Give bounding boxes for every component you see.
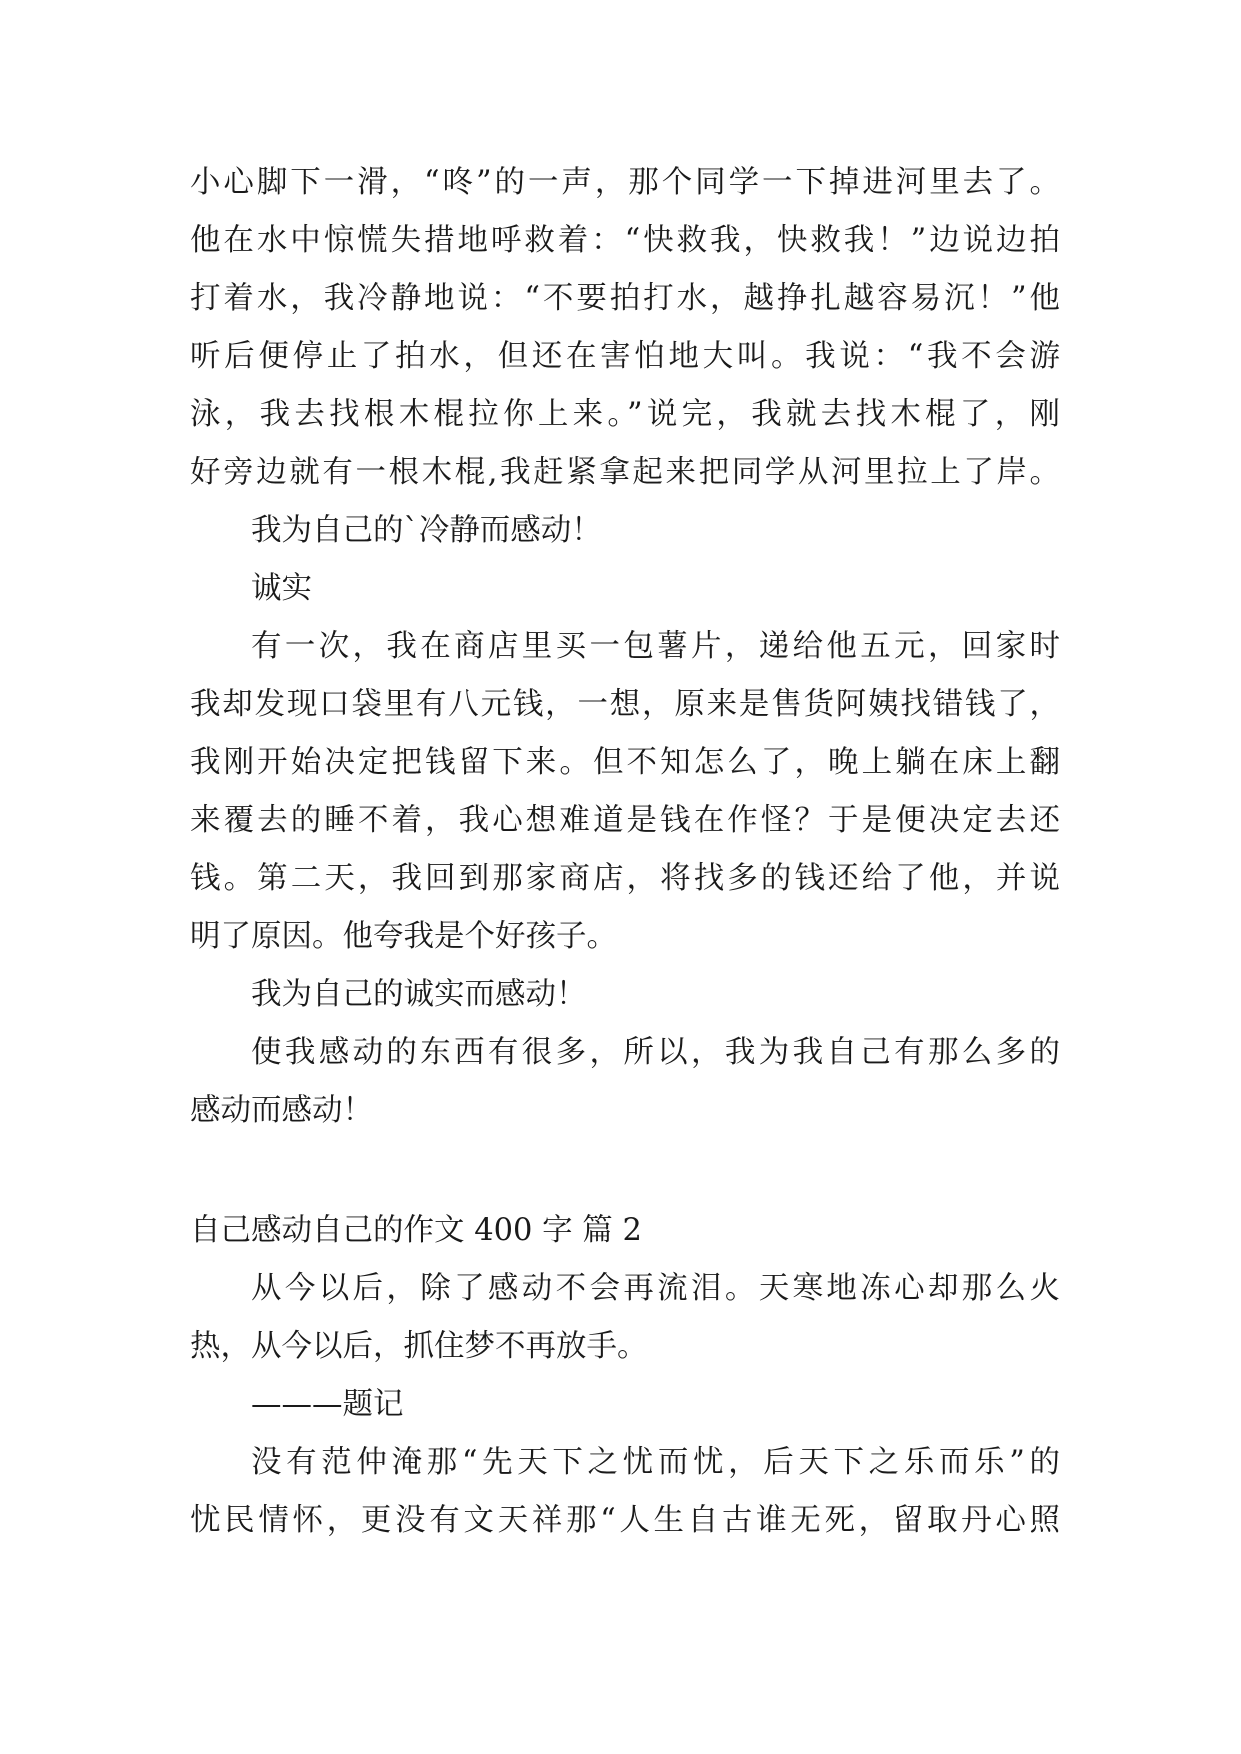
text-line: 听后便停止了拍水，但还在害怕地大叫。我说：“我不会游 — [190, 339, 1060, 374]
text-line: 忧民情怀，更没有文天祥那“人生自古谁无死，留取丹心照 — [190, 1503, 1060, 1538]
text-line: 好旁边就有一根木棍,我赶紧拿起来把同学从河里拉上了岸。 — [190, 455, 1060, 490]
essay-body — [190, 154, 1060, 1550]
text-line: 钱。第二天，我回到那家商店，将找多的钱还给了他，并说 — [190, 861, 1060, 896]
text-line: 明了原因。他夸我是个好孩子。 — [190, 919, 617, 954]
text-line: 我却发现口袋里有八元钱，一想，原来是售货阿姨找错钱了， — [190, 687, 1060, 722]
text-line: 热，从今以后，抓住梦不再放手。 — [190, 1329, 648, 1364]
honesty-conclusion: 我为自己的诚实而感动！ — [251, 977, 587, 1012]
text-line: 我刚开始决定把钱留下来。但不知怎么了，晚上躺在床上翻 — [190, 745, 1060, 780]
text-line: 泳，我去找根木棍拉你上来。”说完，我就去找木棍了，刚 — [190, 397, 1060, 432]
calm-conclusion: 我为自己的`冷静而感动！ — [251, 513, 602, 548]
text-line: 从今以后，除了感动不会再流泪。天寒地冻心却那么火 — [251, 1271, 1060, 1306]
subheading-honesty: 诚实 — [251, 571, 312, 606]
text-line: 感动而感动！ — [190, 1093, 373, 1128]
inscription: ———题记 — [251, 1387, 404, 1422]
text-line: 有一次，我在商店里买一包薯片，递给他五元，回家时 — [251, 629, 1060, 664]
text-line: 没有范仲淹那“先天下之忧而忧，后天下之乐而乐”的 — [251, 1445, 1060, 1480]
text-line: 使我感动的东西有很多，所以，我为我自己有那么多的 — [251, 1035, 1060, 1070]
essay-heading: 自己感动自己的作文 400 字 篇 2 — [190, 1213, 642, 1248]
section-gap — [190, 1140, 1060, 1202]
text-line: 打着水，我冷静地说：“不要拍打水，越挣扎越容易沉！”他 — [190, 281, 1060, 316]
text-line: 来覆去的睡不着，我心想难道是钱在作怪？于是便决定去还 — [190, 803, 1060, 838]
text-line: 他在水中惊慌失措地呼救着：“快救我，快救我！”边说边拍 — [190, 223, 1060, 258]
text-line: 小心脚下一滑，“咚”的一声，那个同学一下掉进河里去了。 — [190, 165, 1060, 200]
